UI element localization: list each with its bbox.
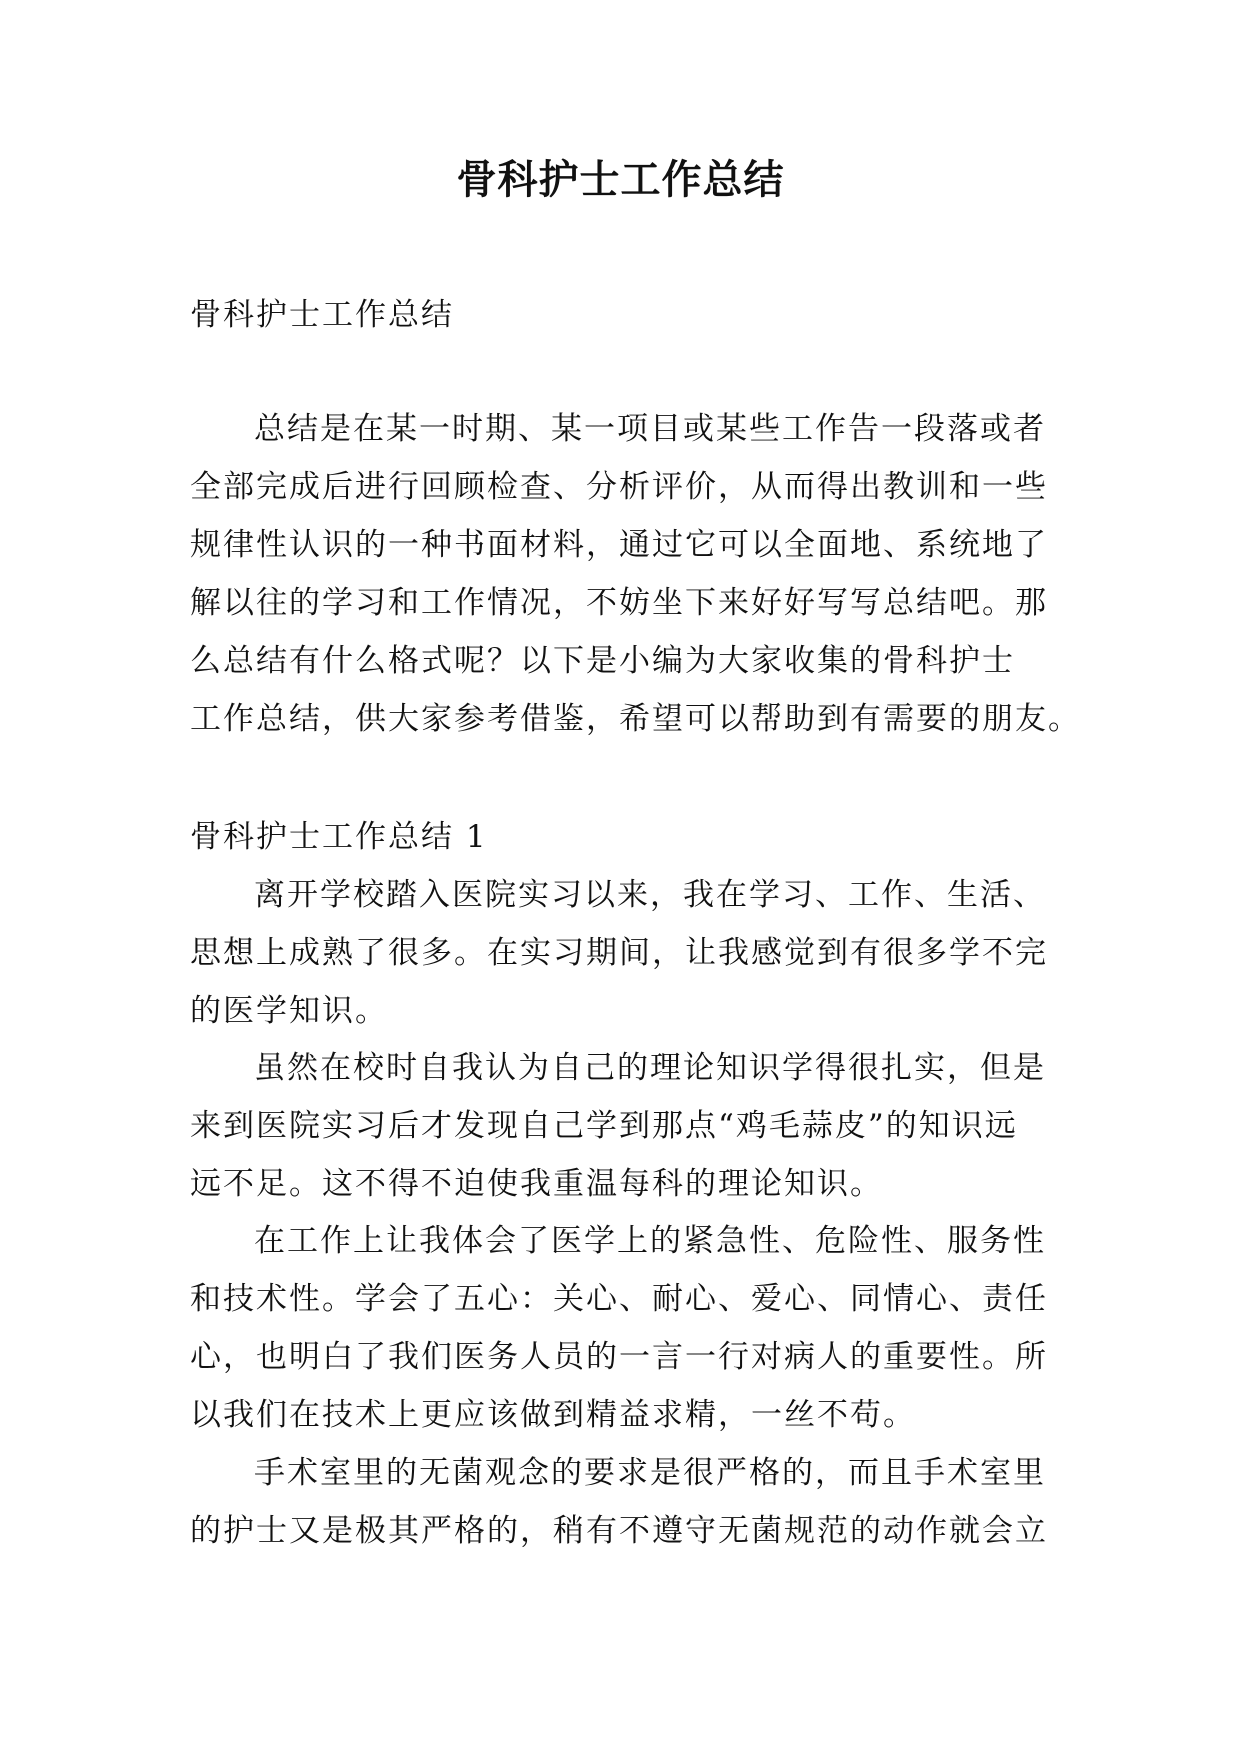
body-paragraph	[190, 1444, 1046, 1560]
paragraph-line: 以我们在技术上更应该做到精益求精，一丝不苟。	[190, 1397, 916, 1433]
paragraph-line: 的护士又是极其严格的，稍有不遵守无菌规范的动作就会立	[190, 1513, 1048, 1549]
intro-line: 工作总结，供大家参考借鉴，希望可以帮助到有需要的朋友。	[190, 701, 1081, 737]
paragraph-line: 心，也明白了我们医务人员的一言一行对病人的重要性。所	[190, 1339, 1048, 1375]
paragraph-line: 来到医院实习后才发现自己学到那点“鸡毛蒜皮”的知识远	[190, 1108, 1018, 1144]
document-title: 骨科护士工作总结	[456, 156, 785, 203]
body-paragraph	[190, 866, 1046, 1040]
paragraph-line: 思想上成熟了很多。在实习期间，让我感觉到有很多学不完	[190, 935, 1048, 971]
intro-line: 总结是在某一时期、某一项目或某些工作告一段落或者	[254, 411, 1046, 447]
paragraph-line: 的医学知识。	[190, 993, 388, 1029]
document-subtitle: 骨科护士工作总结	[190, 297, 454, 333]
paragraph-line: 和技术性。学会了五心：关心、耐心、爱心、同情心、责任	[190, 1281, 1048, 1317]
section-heading: 骨科护士工作总结 1	[190, 819, 488, 855]
paragraph-line: 远不足。这不得不迫使我重温每科的理论知识。	[190, 1166, 883, 1202]
intro-line: 规律性认识的一种书面材料，通过它可以全面地、系统地了	[190, 527, 1048, 563]
intro-line: 解以往的学习和工作情况，不妨坐下来好好写写总结吧。那	[190, 585, 1048, 621]
intro-paragraph	[190, 400, 1081, 748]
body-paragraph	[190, 1212, 1046, 1444]
intro-line: 么总结有什么格式呢？以下是小编为大家收集的骨科护士	[190, 643, 1015, 679]
intro-line: 全部完成后进行回顾检查、分析评价，从而得出教训和一些	[190, 469, 1048, 505]
paragraph-line: 手术室里的无菌观念的要求是很严格的，而且手术室里	[254, 1455, 1046, 1491]
paragraph-line: 离开学校踏入医院实习以来，我在学习、工作、生活、	[254, 877, 1046, 913]
body-paragraph	[190, 1039, 1046, 1213]
paragraph-line: 在工作上让我体会了医学上的紧急性、危险性、服务性	[254, 1223, 1046, 1259]
paragraph-line: 虽然在校时自我认为自己的理论知识学得很扎实，但是	[254, 1050, 1046, 1086]
